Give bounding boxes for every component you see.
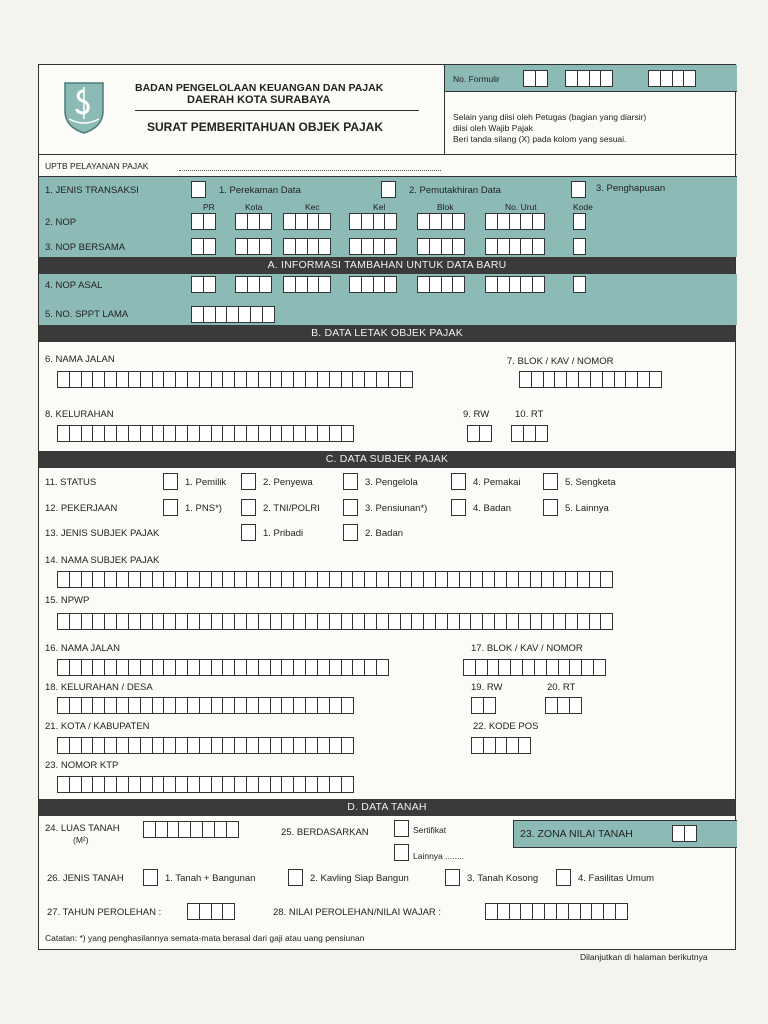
status-checkbox-4[interactable] xyxy=(451,473,466,490)
jenis-tanah-checkbox-4[interactable] xyxy=(556,869,571,886)
char-box[interactable] xyxy=(518,737,531,754)
b-rt-label: 10. RT xyxy=(515,409,544,420)
nop-segment[interactable] xyxy=(235,238,270,255)
char-box[interactable] xyxy=(400,371,413,388)
status-option-label-1: 1. Pemilik xyxy=(185,477,227,488)
pekerjaan-option-label-5: 5. Lainnya xyxy=(565,503,609,514)
nop-segment[interactable] xyxy=(349,213,396,230)
jenis-tanah-checkbox-2[interactable] xyxy=(288,869,303,886)
nop-asal-label: 4. NOP ASAL xyxy=(45,280,103,291)
pekerjaan-checkbox-4[interactable] xyxy=(451,499,466,516)
zona-panel xyxy=(513,820,737,848)
char-box[interactable] xyxy=(384,276,397,293)
transaksi-opt3-checkbox[interactable] xyxy=(571,181,586,198)
surabaya-emblem-icon xyxy=(59,79,109,135)
char-box[interactable] xyxy=(318,276,331,293)
char-box[interactable] xyxy=(573,276,586,293)
jenis-tanah-label: 26. JENIS TANAH xyxy=(47,873,124,884)
jenis-tanah-option-label-1: 1. Tanah + Bangunan xyxy=(165,873,256,884)
jenis-subjek-option-label-2: 2. Badan xyxy=(365,528,404,539)
c-blok-boxes[interactable] xyxy=(463,659,605,676)
char-box[interactable] xyxy=(573,238,586,255)
jenis-tanah-option-label-4: 4. Fasilitas Umum xyxy=(578,873,655,884)
char-box[interactable] xyxy=(600,613,613,630)
nop-header-pr: PR xyxy=(203,202,215,212)
nop-segment[interactable] xyxy=(283,276,330,293)
jenis-subjek-option-label-1: 1. Pribadi xyxy=(263,528,304,539)
b-nama-jalan-boxes[interactable] xyxy=(57,371,411,388)
nop-label: 2. NOP xyxy=(45,217,77,228)
pekerjaan-label: 12. PEKERJAAN xyxy=(45,503,118,514)
char-box[interactable] xyxy=(569,697,582,714)
jenis-subjek-checkbox-2[interactable] xyxy=(343,524,358,541)
char-box[interactable] xyxy=(222,903,235,920)
pekerjaan-checkbox-2[interactable] xyxy=(241,499,256,516)
nilai-boxes[interactable] xyxy=(485,903,627,920)
uptb-label: UPTB PELAYANAN PAJAK xyxy=(45,161,149,171)
nama-subjek-boxes[interactable] xyxy=(57,571,612,588)
nop-header-kota: Kota xyxy=(245,202,263,212)
kode-pos-label: 22. KODE POS xyxy=(473,721,539,732)
status-option-label-5: 5. Sengketa xyxy=(565,477,616,488)
nop-segment[interactable] xyxy=(235,276,270,293)
nop-segment[interactable] xyxy=(485,213,544,230)
char-box[interactable] xyxy=(483,697,496,714)
agency-line1: BADAN PENGELOLAAN KEUANGAN DAN PAJAK xyxy=(135,82,384,94)
c-blok-label: 17. BLOK / KAV / NOMOR xyxy=(471,643,583,654)
nop-segment[interactable] xyxy=(417,276,464,293)
sppt-lama-boxes[interactable] xyxy=(191,306,274,323)
char-box[interactable] xyxy=(600,571,613,588)
c-rw-label: 19. RW xyxy=(471,682,503,693)
npwp-label: 15. NPWP xyxy=(45,595,90,606)
char-box[interactable] xyxy=(341,776,354,793)
kota-label: 21. KOTA / KABUPATEN xyxy=(45,721,150,732)
char-box[interactable] xyxy=(532,213,545,230)
no-formulir-panel xyxy=(445,65,737,92)
transaksi-opt3-label: 3. Penghapusan xyxy=(596,183,666,194)
status-option-label-4: 4. Pemakai xyxy=(473,477,521,488)
transaksi-label: 1. JENIS TRANSAKSI xyxy=(45,185,139,196)
c-rw-boxes[interactable] xyxy=(471,697,495,714)
instruction-line2: diisi oleh Wajib Pajak xyxy=(453,123,533,133)
b-blok-boxes[interactable] xyxy=(519,371,661,388)
char-box[interactable] xyxy=(203,238,216,255)
sppt-lama-label: 5. NO. SPPT LAMA xyxy=(45,309,129,320)
header xyxy=(39,65,737,155)
nop-segment[interactable] xyxy=(283,213,330,230)
jenis-subjek-checkbox-1[interactable] xyxy=(241,524,256,541)
char-box[interactable] xyxy=(376,659,389,676)
b-kelurahan-boxes[interactable] xyxy=(57,425,352,442)
char-box[interactable] xyxy=(259,213,272,230)
nop-header-kec: Kec xyxy=(305,202,320,212)
nop-segment[interactable] xyxy=(349,276,396,293)
form-title: SURAT PEMBERITAHUAN OBJEK PAJAK xyxy=(147,120,384,134)
b-blok-label: 7. BLOK / KAV / NOMOR xyxy=(507,356,614,367)
char-box[interactable] xyxy=(615,903,628,920)
c-rt-boxes[interactable] xyxy=(545,697,580,714)
char-box[interactable] xyxy=(341,697,354,714)
nop-segment[interactable] xyxy=(573,213,585,230)
status-checkbox-5[interactable] xyxy=(543,473,558,490)
char-box[interactable] xyxy=(573,213,586,230)
luas-tanah-label: 24. LUAS TANAH xyxy=(45,823,120,834)
kota-boxes[interactable] xyxy=(57,737,352,754)
pekerjaan-option-label-4: 4. Badan xyxy=(473,503,512,514)
sertifikat-checkbox[interactable] xyxy=(394,820,409,837)
char-box[interactable] xyxy=(452,238,465,255)
status-checkbox-2[interactable] xyxy=(241,473,256,490)
char-box[interactable] xyxy=(226,821,239,838)
char-box[interactable] xyxy=(341,425,354,442)
char-box[interactable] xyxy=(649,371,662,388)
nop-segment[interactable] xyxy=(573,238,585,255)
char-box[interactable] xyxy=(384,213,397,230)
section-d-header: D. DATA TANAH xyxy=(39,799,735,816)
luas-tanah-boxes[interactable] xyxy=(143,821,238,838)
section-b-header: B. DATA LETAK OBJEK PAJAK xyxy=(39,325,735,342)
nop-header-kel: Kel xyxy=(373,202,386,212)
char-box[interactable] xyxy=(384,238,397,255)
c-nama-jalan-label: 16. NAMA JALAN xyxy=(45,643,120,654)
nop-segment[interactable] xyxy=(417,213,464,230)
no-formulir-boxes-3[interactable] xyxy=(648,70,695,87)
kode-pos-boxes[interactable] xyxy=(471,737,530,754)
char-box[interactable] xyxy=(259,238,272,255)
uptb-dotted-line[interactable] xyxy=(179,170,441,171)
no-formulir-label: No. Formulir xyxy=(453,74,500,84)
char-box[interactable] xyxy=(203,276,216,293)
char-box[interactable] xyxy=(452,213,465,230)
nop-segment[interactable] xyxy=(235,213,270,230)
pekerjaan-checkbox-3[interactable] xyxy=(343,499,358,516)
char-box[interactable] xyxy=(532,238,545,255)
section-a-header: A. INFORMASI TAMBAHAN UNTUK DATA BARU xyxy=(39,257,735,274)
pekerjaan-checkbox-5[interactable] xyxy=(543,499,558,516)
nop-segment[interactable] xyxy=(191,276,215,293)
lainnya-label: Lainnya ........ xyxy=(413,851,465,861)
char-box[interactable] xyxy=(318,238,331,255)
no-formulir-boxes-1[interactable] xyxy=(523,70,547,87)
catatan-note: Catatan: *) yang penghasilannya semata-mata berasal dari gaji atau uang pensiunan xyxy=(45,933,365,943)
char-box[interactable] xyxy=(532,276,545,293)
no-formulir-boxes-2[interactable] xyxy=(565,70,612,87)
status-option-label-2: 2. Penyewa xyxy=(263,477,313,488)
b-kelurahan-label: 8. KELURAHAN xyxy=(45,409,114,420)
agency-line2: DAERAH KOTA SURABAYA xyxy=(187,94,331,106)
c-nama-jalan-boxes[interactable] xyxy=(57,659,388,676)
ktp-label: 23. NOMOR KTP xyxy=(45,760,119,771)
nop-bersama-label: 3. NOP BERSAMA xyxy=(45,242,126,253)
transaksi-opt2-checkbox[interactable] xyxy=(381,181,396,198)
char-box[interactable] xyxy=(535,425,548,442)
jenis-tanah-option-label-2: 2. Kavling Siap Bangun xyxy=(310,873,409,884)
luas-unit-label: (M²) xyxy=(73,835,89,845)
continued-footer: Dilanjutkan di halaman berikutnya xyxy=(580,952,708,962)
status-checkbox-3[interactable] xyxy=(343,473,358,490)
nop-segment[interactable] xyxy=(191,213,215,230)
pekerjaan-checkbox-1[interactable] xyxy=(163,499,178,516)
lainnya-checkbox[interactable] xyxy=(394,844,409,861)
jenis-subjek-label: 13. JENIS SUBJEK PAJAK xyxy=(45,528,160,539)
tahun-label: 27. TAHUN PEROLEHAN : xyxy=(47,907,162,918)
status-label: 11. STATUS xyxy=(45,477,97,488)
b-rw-boxes[interactable] xyxy=(467,425,491,442)
jenis-tanah-checkbox-3[interactable] xyxy=(445,869,460,886)
nop-segment[interactable] xyxy=(485,238,544,255)
nop-header-blok: Blok xyxy=(437,202,454,212)
jenis-tanah-option-label-3: 3. Tanah Kosong xyxy=(467,873,539,884)
nop-segment[interactable] xyxy=(349,238,396,255)
c-rt-label: 20. RT xyxy=(547,682,576,693)
pekerjaan-option-label-1: 1. PNS*) xyxy=(185,503,222,514)
zona-label: 23. ZONA NILAI TANAH xyxy=(520,828,633,840)
nama-subjek-label: 14. NAMA SUBJEK PAJAK xyxy=(45,555,160,566)
char-box[interactable] xyxy=(593,659,606,676)
pekerjaan-option-label-3: 3. Pensiunan*) xyxy=(365,503,428,514)
pekerjaan-option-label-2: 2. TNI/POLRI xyxy=(263,503,320,514)
char-box[interactable] xyxy=(203,213,216,230)
status-option-label-3: 3. Pengelola xyxy=(365,477,418,488)
nilai-label: 28. NILAI PEROLEHAN/NILAI WAJAR : xyxy=(273,907,442,918)
instruction-line3: Beri tanda silang (X) pada kolom yang sesuai. xyxy=(453,134,627,144)
char-box[interactable] xyxy=(341,737,354,754)
nop-segment[interactable] xyxy=(485,276,544,293)
b-rt-boxes[interactable] xyxy=(511,425,546,442)
transaksi-opt2-label: 2. Pemutakhiran Data xyxy=(409,185,501,196)
c-kelurahan-label: 18. KELURAHAN / DESA xyxy=(45,682,153,693)
status-checkbox-1[interactable] xyxy=(163,473,178,490)
berdasarkan-label: 25. BERDASARKAN xyxy=(281,827,369,838)
char-box[interactable] xyxy=(452,276,465,293)
spop-form xyxy=(38,64,736,950)
nop-segment[interactable] xyxy=(573,276,585,293)
zona-boxes[interactable] xyxy=(672,825,696,842)
instruction-line1: Selain yang diisi oleh Petugas (bagian yang diarsir) xyxy=(453,112,647,122)
transaksi-opt1-checkbox[interactable] xyxy=(191,181,206,198)
nop-segment[interactable] xyxy=(283,238,330,255)
section-c-header: C. DATA SUBJEK PAJAK xyxy=(39,451,735,468)
b-rw-label: 9. RW xyxy=(463,409,490,420)
sertifikat-label: Sertifikat xyxy=(413,825,447,835)
nop-header-nourut: No. Urut xyxy=(505,202,537,212)
char-box[interactable] xyxy=(259,276,272,293)
nop-header-kode: Kode xyxy=(573,202,593,212)
ktp-boxes[interactable] xyxy=(57,776,352,793)
char-box[interactable] xyxy=(479,425,492,442)
jenis-tanah-checkbox-1[interactable] xyxy=(143,869,158,886)
tahun-boxes[interactable] xyxy=(187,903,234,920)
c-kelurahan-boxes[interactable] xyxy=(57,697,352,714)
nop-segment[interactable] xyxy=(191,238,215,255)
char-box[interactable] xyxy=(318,213,331,230)
transaksi-opt1-label: 1. Perekaman Data xyxy=(219,185,301,196)
nop-segment[interactable] xyxy=(417,238,464,255)
b-nama-jalan-label: 6. NAMA JALAN xyxy=(45,354,115,365)
npwp-boxes[interactable] xyxy=(57,613,612,630)
